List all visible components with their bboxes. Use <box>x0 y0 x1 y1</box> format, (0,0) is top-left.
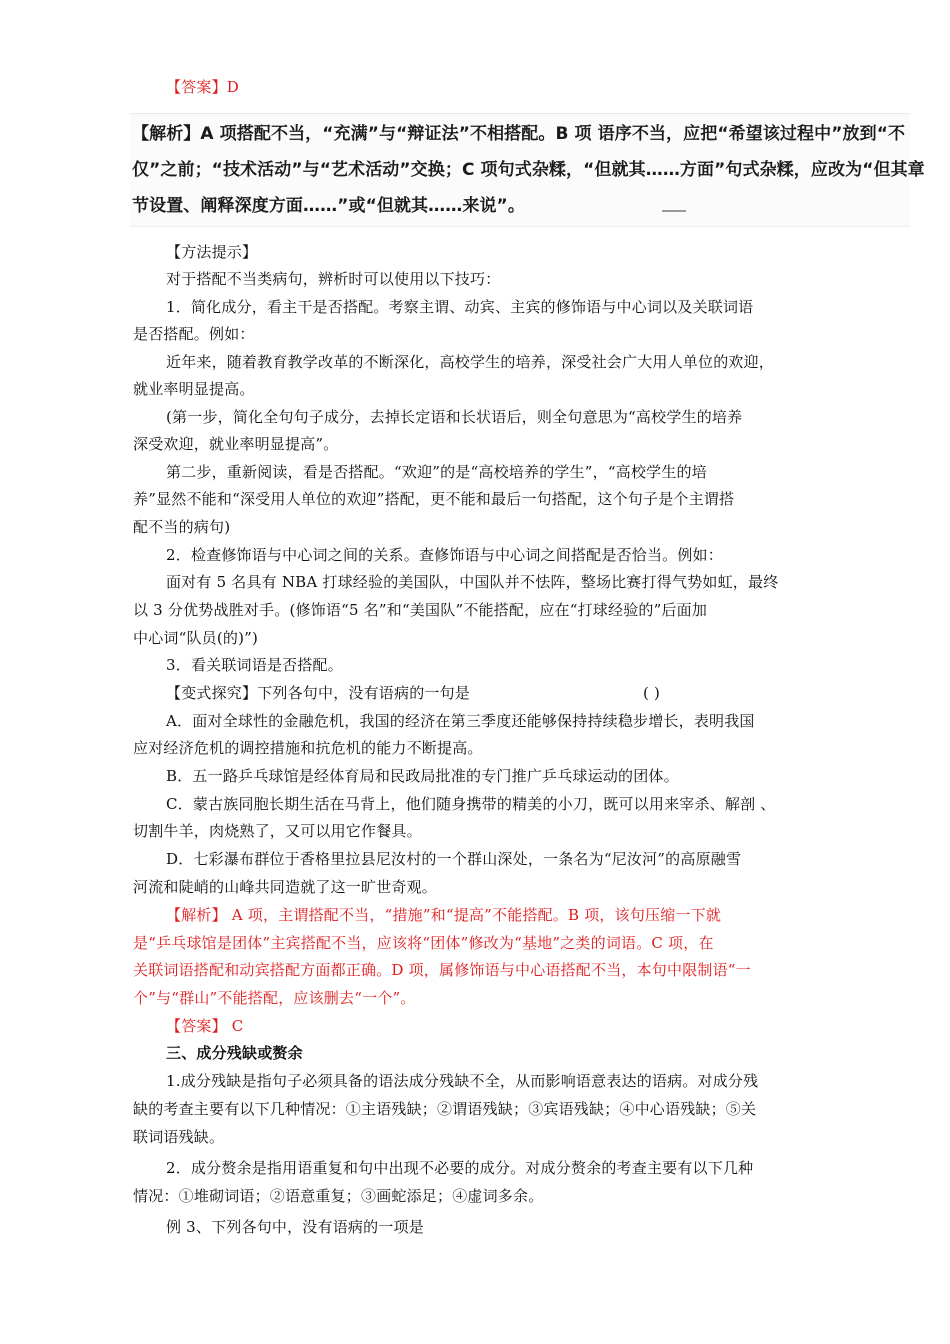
variant-analysis-line2: 是“乒乓球馆是团体”主宾搭配不当，应该将“团体”修改为“基地”之类的词语。C 项，在 <box>133 934 714 952</box>
example2-line1: 面对有 5 名具有 NBA 打球经验的美国队，中国队并不怯阵，整场比赛打得气势如虹，最终 <box>166 573 779 591</box>
section3-p1-line3: 联词语残缺。 <box>133 1128 225 1146</box>
answer-label: 【答案】D <box>166 78 240 96</box>
method-intro: 对于搭配不当类病句，辨析时可以使用以下技巧： <box>166 270 501 288</box>
option-d-line2: 河流和陡峭的山峰共同造就了这一旷世奇观。 <box>133 878 438 896</box>
section3-heading: 三、成分残缺或赘余 <box>166 1044 303 1062</box>
option-c-line2: 切割牛羊，肉烧熟了，又可以用它作餐具。 <box>133 822 422 840</box>
step1-line1: (第一步，简化全句句子成分，去掉长定语和长状语后，则全句意思为“高校学生的培养 <box>166 408 743 426</box>
step1-line2: 深受欢迎，就业率明显提高”。 <box>133 435 339 453</box>
scan-line-2: 仅”之前；“技术活动”与“艺术活动”交换；C 项句式杂糅，“但就其……方面”句式杂糅，应改为“但其章 <box>132 160 925 180</box>
answer-parentheses: ( ) <box>643 684 661 702</box>
analysis-scan-block <box>130 113 925 227</box>
method-p2: 2．检查修饰语与中心词之间的关系。查修饰语与中心词之间搭配是否恰当。例如： <box>166 546 723 564</box>
section3-p1-line1: 1.成分残缺是指句子必须具备的语法成分残缺不全，从而影响语意表达的语病。对成分残 <box>166 1072 759 1090</box>
method-p3: 3．看关联词语是否搭配。 <box>166 656 343 674</box>
variant-analysis-line4: 个”与“群山”不能搭配，应该删去“一个”。 <box>133 989 416 1007</box>
variant-analysis-line3: 关联词语搭配和动宾搭配方面都正确。D 项，属修饰语与中心语搭配不当，本句中限制语“一 <box>133 961 751 979</box>
scan-line-1: 【解析】A 项搭配不当，“充满”与“辩证法”不相搭配。B 项 语序不当，应把“希望该过程中”放到“不 <box>132 124 906 144</box>
method-heading: 【方法提示】 <box>166 243 258 261</box>
method-p1-line1: 1．简化成分，看主干是否搭配。考察主谓、动宾、主宾的修饰语与中心词以及关联词语 <box>166 298 754 316</box>
section3-p2-line2: 情况：①堆砌词语；②语意重复；③画蛇添足；④虚词多余。 <box>133 1187 544 1205</box>
step2-line2: 养”显然不能和“深受用人单位的欢迎”搭配，更不能和最后一句搭配，这个句子是个主谓搭 <box>133 490 735 508</box>
example1-line2: 就业率明显提高。 <box>133 380 255 398</box>
scan-line-3: 节设置、阐释深度方面……”或“但就其……来说”。 <box>132 196 525 216</box>
scan-dash <box>662 210 686 212</box>
section3-p1-line2: 缺的考查主要有以下几种情况：①主语残缺；②谓语残缺；③宾语残缺；④中心语残缺；⑤关 <box>133 1100 757 1118</box>
example1-line1: 近年来，随着教育教学改革的不断深化，高校学生的培养，深受社会广大用人单位的欢迎， <box>166 353 775 371</box>
method-p1-line2: 是否搭配。例如： <box>133 325 255 343</box>
option-a-line1: A．面对全球性的金融危机，我国的经济在第三季度还能够保持持续稳步增长，表明我国 <box>166 712 755 730</box>
example3-prompt: 例 3、下列各句中，没有语病的一项是 <box>166 1218 424 1236</box>
variant-answer: 【答案】 C <box>166 1017 244 1035</box>
section3-p2-line1: 2．成分赘余是指用语重复和句中出现不必要的成分。对成分赘余的考查主要有以下几种 <box>166 1159 754 1177</box>
example2-line3: 中心词“队员(的)”) <box>133 629 259 647</box>
step2-line1: 第二步，重新阅读，看是否搭配。“欢迎”的是“高校培养的学生”，“高校学生的培 <box>166 463 707 481</box>
option-a-line2: 应对经济危机的调控措施和抗危机的能力不断提高。 <box>133 739 483 757</box>
step2-line3: 配不当的病句) <box>133 518 231 536</box>
variant-question: 【变式探究】下列各句中，没有语病的一句是 <box>166 684 471 702</box>
option-c-line1: C．蒙古族同胞长期生活在马背上，他们随身携带的精美的小刀，既可以用来宰杀、解剖 、 <box>166 795 776 813</box>
option-b: B．五一路乒乓球馆是经体育局和民政局批准的专门推广乒乓球运动的团体。 <box>166 767 679 785</box>
variant-analysis-line1: 【解析】 A 项，主谓搭配不当，“措施”和“提高”不能搭配。B 项，该句压缩一下就 <box>166 906 722 924</box>
option-d-line1: D．七彩瀑布群位于香格里拉县尼汝村的一个群山深处，一条名为“尼汝河”的高原融雪 <box>166 850 742 868</box>
example2-line2: 以 3 分优势战胜对手。(修饰语“5 名”和“美国队”不能搭配，应在“打球经验的”后面加 <box>133 601 708 619</box>
